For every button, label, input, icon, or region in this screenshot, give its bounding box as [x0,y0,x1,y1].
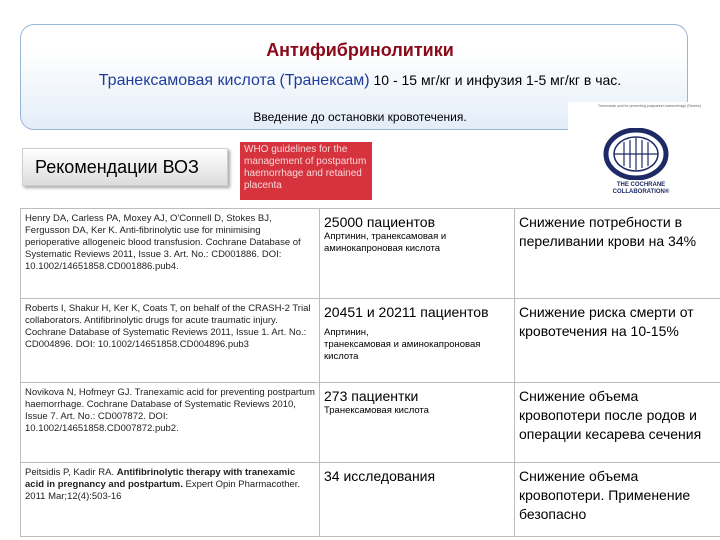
drugs-studied: Апртинин, транексамовая и аминокапроновая кислота [324,231,447,254]
drug-dosage-line [0,72,720,90]
drug-name: Транексамовая кислота [98,72,276,89]
sample-size: 25000 пациентов [324,214,436,230]
cochrane-review-cover [568,102,704,202]
drugs-inline: Апртинин, [324,327,369,338]
page-title: Антифибринолитики [266,40,454,60]
table-row [21,463,720,537]
drug-brand: (Транексам) [279,72,370,89]
table-row [21,383,720,463]
drugs-studied: транексамовая и аминокапроновая кислота [324,339,481,362]
result-cell: Снижение риска смерти от кровотечения на 10-15% [515,299,720,383]
cochrane-brand: THE COCHRANE COLLABORATION® [612,182,670,195]
who-recommendations-label: Рекомендации ВОЗ [22,148,228,186]
drugs-studied: Транексамовая кислота [324,405,429,416]
reference-cell: Henry DA, Carless PA, Moxey AJ, O'Connell D, Stokes BJ, Fergusson DA, Ker K. Anti-fibrinolytic use for minimising perioperative allogeneic blood transfusion. Cochrane Database of Systematic Reviews 2011, Issue 3. Art. No.: CD001886. DOI: 10.1002/14651858.CD001886.pub4. [21,209,320,299]
reference-cell: Roberts I, Shakur H, Ker K, Coats T, on behalf of the CRASH-2 Trial collaborators. Antifibrinolytic drugs for acute traumatic injury. Cochrane Database of Systematic Reviews 2011, Issue 1. Art. No.: CD004896. DOI: 10.1002/14651858.CD004896.pub3 [21,299,320,383]
who-guideline-cover: WHO guidelines for the management of postpartum haemorrhage and retained placenta [240,142,372,200]
sample-cell [320,299,515,383]
sample-cell [320,209,515,299]
result-cell: Снижение объема кровопотери после родов и операции кесарева сечения [515,383,720,463]
cochrane-logo-icon [600,128,672,180]
sample-cell [320,463,515,537]
evidence-table [20,208,720,537]
sample-cell [320,383,515,463]
reference-cell: Novikova N, Hofmeyr GJ. Tranexamic acid for preventing postpartum haemorrhage. Cochrane Database of Systematic Reviews 2010, Issue 7. Art. No.: CD007872. DOI: 10.1002/14651858.CD007872.pub2. [21,383,320,463]
cochrane-small-text: Tranexamic acid for preventing postpartum haemorrhage (Review) [598,104,701,108]
reference-cell: Peitsidis P, Kadir RA. Antifibrinolytic therapy with tranexamic acid in pregnancy and postpartum. Expert Opin Pharmacother. 2011 Mar;12(4):503-16 [21,463,320,537]
drug-dose: 10 - 15 мг/кг и инфузия 1-5 мг/кг в час. [373,72,622,88]
result-cell: Снижение объема кровопотери. Применение безопасно [515,463,720,537]
administration-note: Введение до остановки кровотечения. [253,110,467,124]
sample-size: 20451 и 20211 пациентов Апртинин, [324,304,489,338]
table-row [21,299,720,383]
sample-size: 273 пациентки [324,388,419,404]
sample-size: 34 исследования [324,468,436,484]
result-cell: Снижение потребности в переливании крови на 34% [515,209,720,299]
table-row [21,209,720,299]
